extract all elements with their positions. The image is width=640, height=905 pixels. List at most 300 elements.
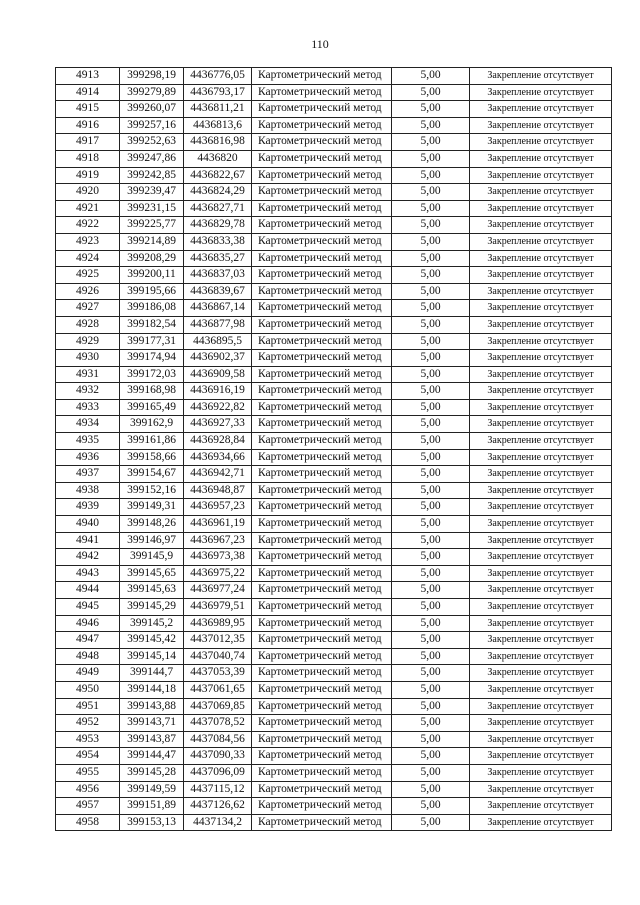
method-cell: Картометрический метод (252, 549, 392, 566)
point-number-cell: 4953 (56, 731, 120, 748)
method-cell: Картометрический метод (252, 167, 392, 184)
y-coordinate-cell: 4436909,58 (184, 366, 252, 383)
y-coordinate-cell: 4436979,51 (184, 599, 252, 616)
fixation-cell: Закрепление отсутствует (470, 449, 612, 466)
fixation-cell: Закрепление отсутствует (470, 300, 612, 317)
method-cell: Картометрический метод (252, 200, 392, 217)
table-row (56, 814, 612, 831)
point-number-cell: 4949 (56, 665, 120, 682)
fixation-cell: Закрепление отсутствует (470, 748, 612, 765)
y-coordinate-cell: 4437134,2 (184, 814, 252, 831)
fixation-cell: Закрепление отсутствует (470, 681, 612, 698)
x-coordinate-cell: 399143,71 (120, 715, 184, 732)
table-row (56, 781, 612, 798)
x-coordinate-cell: 399174,94 (120, 350, 184, 367)
y-coordinate-cell: 4436877,98 (184, 316, 252, 333)
x-coordinate-cell: 399145,2 (120, 615, 184, 632)
x-coordinate-cell: 399252,63 (120, 134, 184, 151)
y-coordinate-cell: 4437061,65 (184, 681, 252, 698)
method-cell: Картометрический метод (252, 781, 392, 798)
point-number-cell: 4933 (56, 399, 120, 416)
precision-cell: 5,00 (392, 798, 470, 815)
precision-cell: 5,00 (392, 599, 470, 616)
table-row (56, 316, 612, 333)
fixation-cell: Закрепление отсутствует (470, 798, 612, 815)
precision-cell: 5,00 (392, 565, 470, 582)
table-row (56, 516, 612, 533)
fixation-cell: Закрепление отсутствует (470, 715, 612, 732)
point-number-cell: 4928 (56, 316, 120, 333)
y-coordinate-cell: 4436973,38 (184, 549, 252, 566)
point-number-cell: 4919 (56, 167, 120, 184)
x-coordinate-cell: 399144,7 (120, 665, 184, 682)
fixation-cell: Закрепление отсутствует (470, 101, 612, 118)
fixation-cell: Закрепление отсутствует (470, 200, 612, 217)
precision-cell: 5,00 (392, 549, 470, 566)
y-coordinate-cell: 4436833,38 (184, 233, 252, 250)
precision-cell: 5,00 (392, 267, 470, 284)
table-row (56, 283, 612, 300)
point-number-cell: 4929 (56, 333, 120, 350)
y-coordinate-cell: 4436827,71 (184, 200, 252, 217)
y-coordinate-cell: 4436811,21 (184, 101, 252, 118)
y-coordinate-cell: 4436867,14 (184, 300, 252, 317)
precision-cell: 5,00 (392, 516, 470, 533)
table-row (56, 416, 612, 433)
point-number-cell: 4917 (56, 134, 120, 151)
method-cell: Картометрический метод (252, 681, 392, 698)
method-cell: Картометрический метод (252, 333, 392, 350)
y-coordinate-cell: 4436822,67 (184, 167, 252, 184)
method-cell: Картометрический метод (252, 134, 392, 151)
table-row (56, 698, 612, 715)
fixation-cell: Закрепление отсутствует (470, 698, 612, 715)
point-number-cell: 4913 (56, 68, 120, 85)
x-coordinate-cell: 399231,15 (120, 200, 184, 217)
precision-cell: 5,00 (392, 150, 470, 167)
fixation-cell: Закрепление отсутствует (470, 781, 612, 798)
fixation-cell: Закрепление отсутствует (470, 316, 612, 333)
precision-cell: 5,00 (392, 665, 470, 682)
x-coordinate-cell: 399298,19 (120, 68, 184, 85)
fixation-cell: Закрепление отсутствует (470, 416, 612, 433)
table-row (56, 250, 612, 267)
fixation-cell: Закрепление отсутствует (470, 466, 612, 483)
table-row (56, 267, 612, 284)
method-cell: Картометрический метод (252, 665, 392, 682)
point-number-cell: 4930 (56, 350, 120, 367)
point-number-cell: 4926 (56, 283, 120, 300)
precision-cell: 5,00 (392, 449, 470, 466)
method-cell: Картометрический метод (252, 814, 392, 831)
x-coordinate-cell: 399151,89 (120, 798, 184, 815)
table-row (56, 499, 612, 516)
method-cell: Картометрический метод (252, 84, 392, 101)
table-row (56, 748, 612, 765)
method-cell: Картометрический метод (252, 101, 392, 118)
point-number-cell: 4958 (56, 814, 120, 831)
table-row (56, 200, 612, 217)
fixation-cell: Закрепление отсутствует (470, 582, 612, 599)
fixation-cell: Закрепление отсутствует (470, 549, 612, 566)
method-cell: Картометрический метод (252, 250, 392, 267)
point-number-cell: 4955 (56, 764, 120, 781)
fixation-cell: Закрепление отсутствует (470, 599, 612, 616)
x-coordinate-cell: 399145,28 (120, 764, 184, 781)
fixation-cell: Закрепление отсутствует (470, 134, 612, 151)
method-cell: Картометрический метод (252, 648, 392, 665)
fixation-cell: Закрепление отсутствует (470, 333, 612, 350)
method-cell: Картометрический метод (252, 516, 392, 533)
method-cell: Картометрический метод (252, 267, 392, 284)
table-row (56, 582, 612, 599)
y-coordinate-cell: 4436793,17 (184, 84, 252, 101)
precision-cell: 5,00 (392, 217, 470, 234)
y-coordinate-cell: 4436989,95 (184, 615, 252, 632)
point-number-cell: 4916 (56, 117, 120, 134)
precision-cell: 5,00 (392, 200, 470, 217)
x-coordinate-cell: 399145,42 (120, 632, 184, 649)
x-coordinate-cell: 399145,9 (120, 549, 184, 566)
point-number-cell: 4924 (56, 250, 120, 267)
point-number-cell: 4950 (56, 681, 120, 698)
fixation-cell: Закрепление отсутствует (470, 117, 612, 134)
fixation-cell: Закрепление отсутствует (470, 764, 612, 781)
x-coordinate-cell: 399148,26 (120, 516, 184, 533)
x-coordinate-cell: 399146,97 (120, 532, 184, 549)
point-number-cell: 4921 (56, 200, 120, 217)
table-row (56, 798, 612, 815)
precision-cell: 5,00 (392, 333, 470, 350)
x-coordinate-cell: 399145,65 (120, 565, 184, 582)
precision-cell: 5,00 (392, 781, 470, 798)
point-number-cell: 4936 (56, 449, 120, 466)
precision-cell: 5,00 (392, 532, 470, 549)
table-row (56, 599, 612, 616)
method-cell: Картометрический метод (252, 399, 392, 416)
table-row (56, 350, 612, 367)
y-coordinate-cell: 4436928,84 (184, 433, 252, 450)
precision-cell: 5,00 (392, 167, 470, 184)
x-coordinate-cell: 399153,13 (120, 814, 184, 831)
point-number-cell: 4937 (56, 466, 120, 483)
point-number-cell: 4935 (56, 433, 120, 450)
precision-cell: 5,00 (392, 748, 470, 765)
x-coordinate-cell: 399161,86 (120, 433, 184, 450)
page-number: 110 (311, 37, 329, 51)
y-coordinate-cell: 4436835,27 (184, 250, 252, 267)
y-coordinate-cell: 4437096,09 (184, 764, 252, 781)
precision-cell: 5,00 (392, 399, 470, 416)
table-row (56, 632, 612, 649)
point-number-cell: 4915 (56, 101, 120, 118)
method-cell: Картометрический метод (252, 366, 392, 383)
method-cell: Картометрический метод (252, 316, 392, 333)
point-number-cell: 4925 (56, 267, 120, 284)
method-cell: Картометрический метод (252, 764, 392, 781)
fixation-cell: Закрепление отсутствует (470, 482, 612, 499)
table-row (56, 532, 612, 549)
method-cell: Картометрический метод (252, 283, 392, 300)
table-row (56, 150, 612, 167)
point-number-cell: 4931 (56, 366, 120, 383)
table-row (56, 366, 612, 383)
fixation-cell: Закрепление отсутствует (470, 814, 612, 831)
x-coordinate-cell: 399200,11 (120, 267, 184, 284)
fixation-cell: Закрепление отсутствует (470, 150, 612, 167)
method-cell: Картометрический метод (252, 482, 392, 499)
table-row (56, 399, 612, 416)
y-coordinate-cell: 4437040,74 (184, 648, 252, 665)
point-number-cell: 4951 (56, 698, 120, 715)
precision-cell: 5,00 (392, 681, 470, 698)
point-number-cell: 4945 (56, 599, 120, 616)
point-number-cell: 4947 (56, 632, 120, 649)
fixation-cell: Закрепление отсутствует (470, 366, 612, 383)
x-coordinate-cell: 399260,07 (120, 101, 184, 118)
point-number-cell: 4942 (56, 549, 120, 566)
point-number-cell: 4941 (56, 532, 120, 549)
table-row (56, 565, 612, 582)
method-cell: Картометрический метод (252, 117, 392, 134)
x-coordinate-cell: 399172,03 (120, 366, 184, 383)
x-coordinate-cell: 399242,85 (120, 167, 184, 184)
point-number-cell: 4943 (56, 565, 120, 582)
precision-cell: 5,00 (392, 366, 470, 383)
precision-cell: 5,00 (392, 814, 470, 831)
precision-cell: 5,00 (392, 283, 470, 300)
fixation-cell: Закрепление отсутствует (470, 565, 612, 582)
fixation-cell: Закрепление отсутствует (470, 731, 612, 748)
fixation-cell: Закрепление отсутствует (470, 84, 612, 101)
point-number-cell: 4914 (56, 84, 120, 101)
precision-cell: 5,00 (392, 731, 470, 748)
point-number-cell: 4939 (56, 499, 120, 516)
method-cell: Картометрический метод (252, 68, 392, 85)
precision-cell: 5,00 (392, 300, 470, 317)
point-number-cell: 4940 (56, 516, 120, 533)
table-row (56, 84, 612, 101)
precision-cell: 5,00 (392, 68, 470, 85)
x-coordinate-cell: 399279,89 (120, 84, 184, 101)
y-coordinate-cell: 4436916,19 (184, 383, 252, 400)
method-cell: Картометрический метод (252, 582, 392, 599)
fixation-cell: Закрепление отсутствует (470, 267, 612, 284)
point-number-cell: 4954 (56, 748, 120, 765)
precision-cell: 5,00 (392, 316, 470, 333)
x-coordinate-cell: 399257,16 (120, 117, 184, 134)
fixation-cell: Закрепление отсутствует (470, 648, 612, 665)
point-number-cell: 4920 (56, 184, 120, 201)
table-row (56, 167, 612, 184)
x-coordinate-cell: 399143,87 (120, 731, 184, 748)
x-coordinate-cell: 399177,31 (120, 333, 184, 350)
table-row (56, 665, 612, 682)
point-number-cell: 4922 (56, 217, 120, 234)
method-cell: Картометрический метод (252, 748, 392, 765)
precision-cell: 5,00 (392, 499, 470, 516)
x-coordinate-cell: 399145,14 (120, 648, 184, 665)
method-cell: Картометрический метод (252, 233, 392, 250)
fixation-cell: Закрепление отсутствует (470, 167, 612, 184)
y-coordinate-cell: 4436902,37 (184, 350, 252, 367)
precision-cell: 5,00 (392, 350, 470, 367)
point-number-cell: 4927 (56, 300, 120, 317)
fixation-cell: Закрепление отсутствует (470, 184, 612, 201)
precision-cell: 5,00 (392, 764, 470, 781)
point-number-cell: 4956 (56, 781, 120, 798)
method-cell: Картометрический метод (252, 715, 392, 732)
precision-cell: 5,00 (392, 101, 470, 118)
y-coordinate-cell: 4436967,23 (184, 532, 252, 549)
x-coordinate-cell: 399145,63 (120, 582, 184, 599)
coordinates-table (55, 67, 612, 831)
table-row (56, 681, 612, 698)
point-number-cell: 4923 (56, 233, 120, 250)
y-coordinate-cell: 4436820 (184, 150, 252, 167)
table-row (56, 134, 612, 151)
precision-cell: 5,00 (392, 582, 470, 599)
x-coordinate-cell: 399149,31 (120, 499, 184, 516)
precision-cell: 5,00 (392, 233, 470, 250)
precision-cell: 5,00 (392, 117, 470, 134)
method-cell: Картометрический метод (252, 731, 392, 748)
x-coordinate-cell: 399144,18 (120, 681, 184, 698)
fixation-cell: Закрепление отсутствует (470, 233, 612, 250)
fixation-cell: Закрепление отсутствует (470, 632, 612, 649)
fixation-cell: Закрепление отсутствует (470, 283, 612, 300)
x-coordinate-cell: 399225,77 (120, 217, 184, 234)
table-row (56, 383, 612, 400)
fixation-cell: Закрепление отсутствует (470, 499, 612, 516)
table-row (56, 648, 612, 665)
table-row (56, 466, 612, 483)
fixation-cell: Закрепление отсутствует (470, 516, 612, 533)
table-row (56, 449, 612, 466)
y-coordinate-cell: 4437090,33 (184, 748, 252, 765)
x-coordinate-cell: 399182,54 (120, 316, 184, 333)
y-coordinate-cell: 4436977,24 (184, 582, 252, 599)
fixation-cell: Закрепление отсутствует (470, 250, 612, 267)
point-number-cell: 4934 (56, 416, 120, 433)
y-coordinate-cell: 4436776,05 (184, 68, 252, 85)
precision-cell: 5,00 (392, 466, 470, 483)
point-number-cell: 4944 (56, 582, 120, 599)
y-coordinate-cell: 4437115,12 (184, 781, 252, 798)
y-coordinate-cell: 4437084,56 (184, 731, 252, 748)
method-cell: Картометрический метод (252, 433, 392, 450)
y-coordinate-cell: 4437078,52 (184, 715, 252, 732)
y-coordinate-cell: 4436813,6 (184, 117, 252, 134)
method-cell: Картометрический метод (252, 300, 392, 317)
y-coordinate-cell: 4436895,5 (184, 333, 252, 350)
y-coordinate-cell: 4436961,19 (184, 516, 252, 533)
method-cell: Картометрический метод (252, 565, 392, 582)
x-coordinate-cell: 399145,29 (120, 599, 184, 616)
y-coordinate-cell: 4437126,62 (184, 798, 252, 815)
method-cell: Картометрический метод (252, 416, 392, 433)
table-row (56, 764, 612, 781)
method-cell: Картометрический метод (252, 615, 392, 632)
x-coordinate-cell: 399239,47 (120, 184, 184, 201)
y-coordinate-cell: 4437069,85 (184, 698, 252, 715)
method-cell: Картометрический метод (252, 184, 392, 201)
fixation-cell: Закрепление отсутствует (470, 68, 612, 85)
point-number-cell: 4932 (56, 383, 120, 400)
x-coordinate-cell: 399154,67 (120, 466, 184, 483)
x-coordinate-cell: 399168,98 (120, 383, 184, 400)
x-coordinate-cell: 399214,89 (120, 233, 184, 250)
x-coordinate-cell: 399144,47 (120, 748, 184, 765)
point-number-cell: 4948 (56, 648, 120, 665)
x-coordinate-cell: 399162,9 (120, 416, 184, 433)
precision-cell: 5,00 (392, 482, 470, 499)
precision-cell: 5,00 (392, 134, 470, 151)
precision-cell: 5,00 (392, 84, 470, 101)
y-coordinate-cell: 4437012,35 (184, 632, 252, 649)
y-coordinate-cell: 4436824,29 (184, 184, 252, 201)
point-number-cell: 4952 (56, 715, 120, 732)
table-row (56, 117, 612, 134)
table-row (56, 101, 612, 118)
method-cell: Картометрический метод (252, 798, 392, 815)
table-row (56, 233, 612, 250)
point-number-cell: 4946 (56, 615, 120, 632)
method-cell: Картометрический метод (252, 217, 392, 234)
precision-cell: 5,00 (392, 184, 470, 201)
precision-cell: 5,00 (392, 433, 470, 450)
x-coordinate-cell: 399152,16 (120, 482, 184, 499)
y-coordinate-cell: 4436839,67 (184, 283, 252, 300)
x-coordinate-cell: 399165,49 (120, 399, 184, 416)
fixation-cell: Закрепление отсутствует (470, 665, 612, 682)
precision-cell: 5,00 (392, 250, 470, 267)
table-row (56, 715, 612, 732)
table-row (56, 184, 612, 201)
y-coordinate-cell: 4437053,39 (184, 665, 252, 682)
table-row (56, 482, 612, 499)
table-row (56, 333, 612, 350)
y-coordinate-cell: 4436816,98 (184, 134, 252, 151)
point-number-cell: 4938 (56, 482, 120, 499)
precision-cell: 5,00 (392, 615, 470, 632)
fixation-cell: Закрепление отсутствует (470, 383, 612, 400)
point-number-cell: 4957 (56, 798, 120, 815)
y-coordinate-cell: 4436957,23 (184, 499, 252, 516)
y-coordinate-cell: 4436837,03 (184, 267, 252, 284)
y-coordinate-cell: 4436934,66 (184, 449, 252, 466)
method-cell: Картометрический метод (252, 383, 392, 400)
precision-cell: 5,00 (392, 715, 470, 732)
x-coordinate-cell: 399186,08 (120, 300, 184, 317)
x-coordinate-cell: 399158,66 (120, 449, 184, 466)
table-row (56, 68, 612, 85)
y-coordinate-cell: 4436927,33 (184, 416, 252, 433)
x-coordinate-cell: 399195,66 (120, 283, 184, 300)
table-row (56, 549, 612, 566)
method-cell: Картометрический метод (252, 599, 392, 616)
method-cell: Картометрический метод (252, 632, 392, 649)
x-coordinate-cell: 399149,59 (120, 781, 184, 798)
fixation-cell: Закрепление отсутствует (470, 532, 612, 549)
coordinates-table-body (56, 68, 612, 831)
precision-cell: 5,00 (392, 648, 470, 665)
x-coordinate-cell: 399208,29 (120, 250, 184, 267)
y-coordinate-cell: 4436942,71 (184, 466, 252, 483)
x-coordinate-cell: 399143,88 (120, 698, 184, 715)
fixation-cell: Закрепление отсутствует (470, 399, 612, 416)
fixation-cell: Закрепление отсутствует (470, 217, 612, 234)
